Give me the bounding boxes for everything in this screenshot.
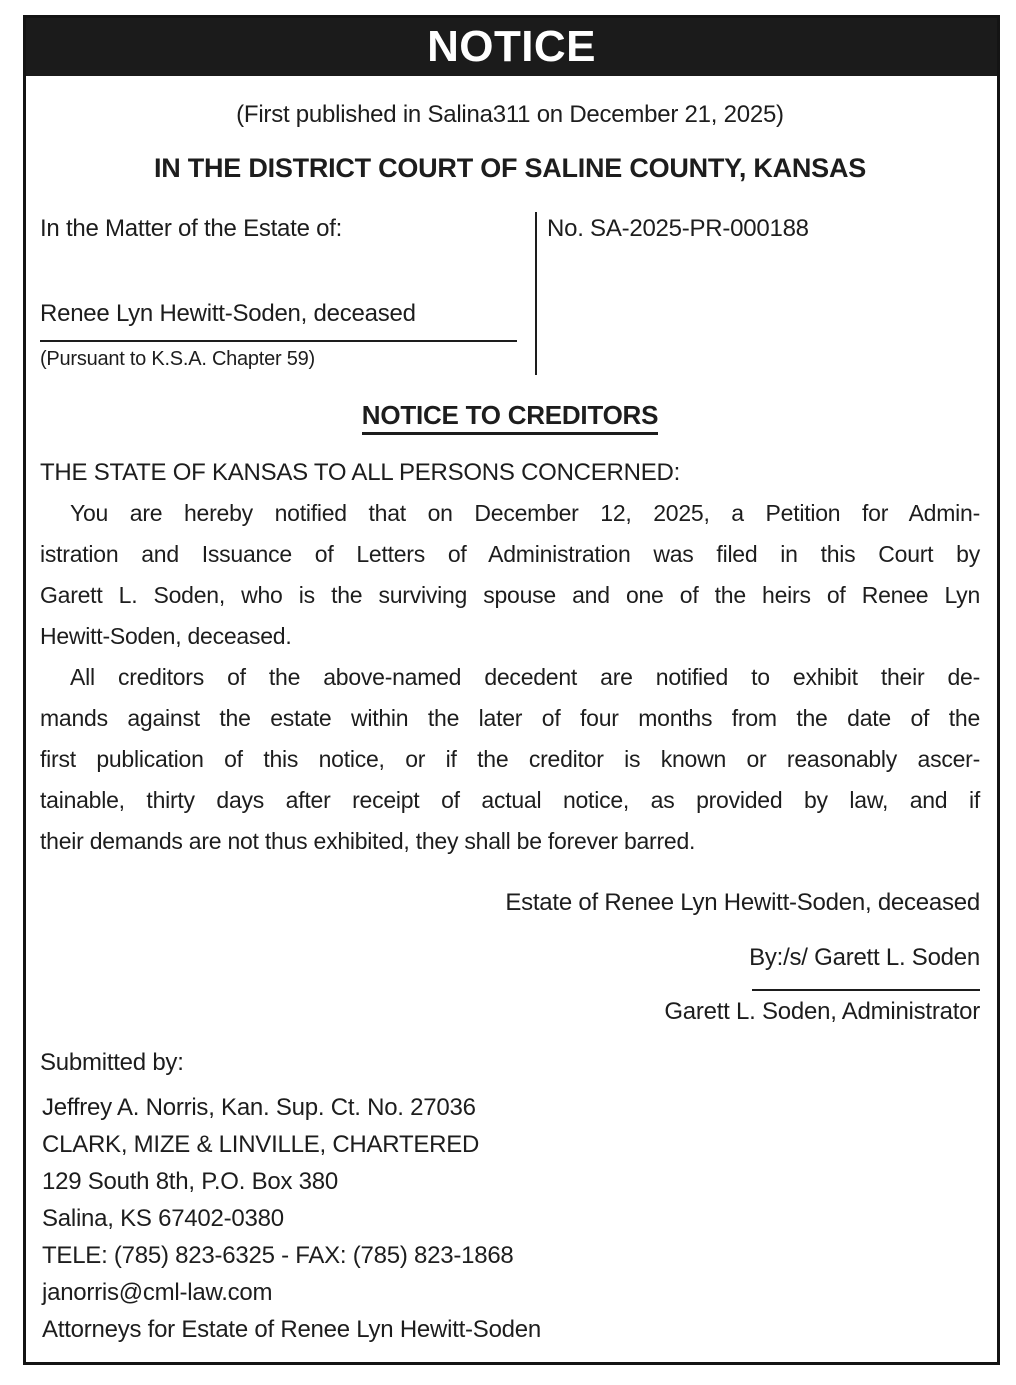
notice-body <box>26 98 997 1362</box>
text-line: tainable, thirty days after receipt of actual notice, as provided by law, and if <box>40 787 980 813</box>
text-line: Hewitt-Soden, deceased. <box>40 623 292 649</box>
attorney-contact-block <box>40 1089 980 1348</box>
notice-banner-title: NOTICE <box>427 22 596 71</box>
text-line: Attorneys for Estate of Renee Lyn Hewitt-Soden <box>42 1316 542 1343</box>
decedent-name: Renee Lyn Hewitt-Soden, deceased <box>40 300 416 327</box>
signature-estate-line: Estate of Renee Lyn Hewitt-Soden, deceased <box>505 889 980 916</box>
body-paragraph-2 <box>40 657 980 862</box>
text-line: mands against the estate within the later of four months from the date of the <box>40 705 980 731</box>
text-line: janorris@cml-law.com <box>42 1279 273 1306</box>
text-line: first publication of this notice, or if the creditor is known or reasonably ascer- <box>40 746 980 772</box>
case-caption-right <box>535 212 980 375</box>
case-number: No. SA-2025-PR-000188 <box>547 215 809 242</box>
section-title-row <box>40 399 980 435</box>
body-paragraph-1 <box>40 493 980 657</box>
first-published-line: (First published in Salina311 on December 21, 2025) <box>236 101 784 128</box>
case-caption-table <box>40 212 980 375</box>
submitted-by-label: Submitted by: <box>40 1049 184 1076</box>
text-line: istration and Issuance of Letters of Administration was filed in this Court by <box>40 541 980 567</box>
text-line: their demands are not thus exhibited, they shall be forever barred. <box>40 828 696 854</box>
text-line: TELE: (785) 823-6325 - FAX: (785) 823-1868 <box>42 1242 514 1269</box>
text-line: Garett L. Soden, who is the surviving spouse and one of the heirs of Renee Lyn <box>40 582 980 608</box>
text-line: CLARK, MIZE & LINVILLE, CHARTERED <box>42 1131 480 1158</box>
matter-label: In the Matter of the Estate of: <box>40 215 343 242</box>
pursuant-statute-line: (Pursuant to K.S.A. Chapter 59) <box>40 348 315 370</box>
text-line: Jeffrey A. Norris, Kan. Sup. Ct. No. 27036 <box>42 1094 476 1121</box>
case-caption-left <box>40 212 535 375</box>
signature-rule <box>752 989 980 991</box>
text-line: Salina, KS 67402-0380 <box>42 1205 284 1232</box>
court-heading: IN THE DISTRICT COURT OF SALINE COUNTY, KANSAS <box>154 153 866 183</box>
legal-notice-sheet <box>23 15 1000 1365</box>
signature-administrator-line: Garett L. Soden, Administrator <box>664 998 980 1025</box>
salutation-line: THE STATE OF KANSAS TO ALL PERSONS CONCERNED: <box>40 459 681 486</box>
text-line: You are hereby notified that on December 12, 2025, a Petition for Admin- <box>70 500 980 526</box>
section-title: NOTICE TO CREDITORS <box>362 399 658 435</box>
signature-by-line: By:/s/ Garett L. Soden <box>749 944 980 971</box>
text-line: 129 South 8th, P.O. Box 380 <box>42 1168 338 1195</box>
text-line: All creditors of the above-named decedent are notified to exhibit their de- <box>70 664 980 690</box>
notice-banner <box>26 18 997 76</box>
